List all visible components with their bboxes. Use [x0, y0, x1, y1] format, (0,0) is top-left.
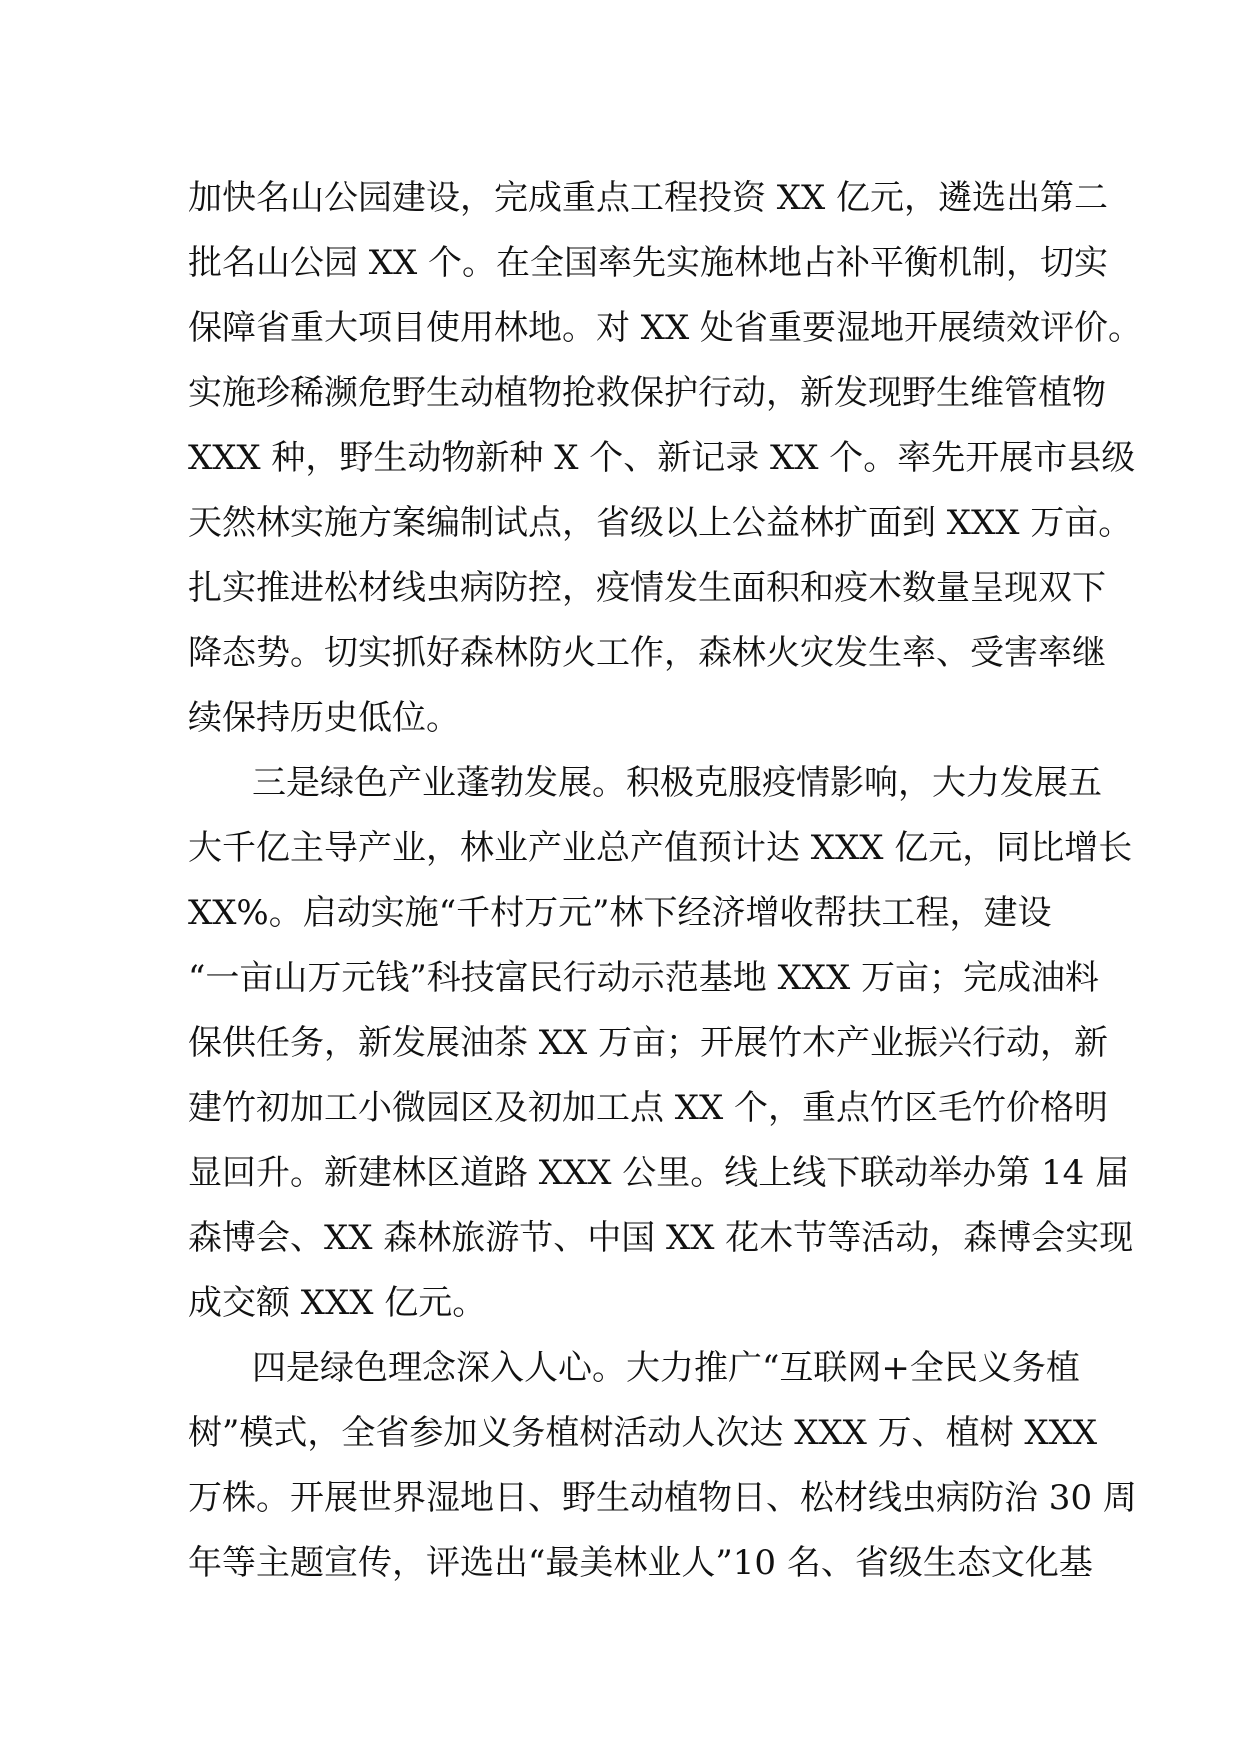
paragraph-forest-protection	[188, 166, 1143, 751]
text-line: “一亩山万元钱”科技富民行动示范基地 XXX 万亩；完成油料	[188, 958, 1099, 998]
document-body	[188, 166, 1143, 1596]
text-line: 四是绿色理念深入人心。大力推广“互联网+全民义务植	[252, 1348, 1080, 1388]
paragraph-green-industry	[188, 751, 1134, 1336]
text-line: 扎实推进松材线虫病防控，疫情发生面积和疫木数量呈现双下	[188, 568, 1106, 608]
text-line: 保供任务，新发展油茶 XX 万亩；开展竹木产业振兴行动，新	[188, 1023, 1109, 1063]
text-line: 建竹初加工小微园区及初加工点 XX 个，重点竹区毛竹价格明	[188, 1088, 1109, 1128]
text-line: 年等主题宣传，评选出“最美林业人”10 名、省级生态文化基	[188, 1543, 1093, 1583]
text-line: XXX 种，野生动物新种 X 个、新记录 XX 个。率先开展市县级	[188, 438, 1136, 478]
text-line: 天然林实施方案编制试点，省级以上公益林扩面到 XXX 万亩。	[188, 503, 1133, 543]
text-line: 降态势。切实抓好森林防火工作，森林火灾发生率、受害率继	[188, 633, 1106, 673]
text-line: XX%。启动实施“千村万元”林下经济增收帮扶工程，建设	[188, 893, 1052, 933]
text-line: 成交额 XXX 亿元。	[188, 1283, 487, 1323]
text-line: 万株。开展世界湿地日、野生动植物日、松材线虫病防治 30 周	[188, 1478, 1137, 1518]
text-line: 实施珍稀濒危野生动植物抢救保护行动，新发现野生维管植物	[188, 373, 1106, 413]
text-line: 三是绿色产业蓬勃发展。积极克服疫情影响，大力发展五	[252, 763, 1102, 803]
text-line: 批名山公园 XX 个。在全国率先实施林地占补平衡机制，切实	[188, 243, 1109, 283]
text-line: 保障省重大项目使用林地。对 XX 处省重要湿地开展绩效评价。	[188, 308, 1143, 348]
text-line: 树”模式，全省参加义务植树活动人次达 XXX 万、植树 XXX	[188, 1413, 1098, 1453]
text-line: 森博会、XX 森林旅游节、中国 XX 花木节等活动，森博会实现	[188, 1218, 1134, 1258]
text-line: 显回升。新建林区道路 XXX 公里。线上线下联动举办第 14 届	[188, 1153, 1130, 1193]
text-line: 大千亿主导产业，林业产业总产值预计达 XXX 亿元，同比增长	[188, 828, 1133, 868]
paragraph-green-concept	[188, 1336, 1137, 1596]
text-line: 加快名山公园建设，完成重点工程投资 XX 亿元，遴选出第二	[188, 178, 1109, 218]
text-line: 续保持历史低位。	[188, 698, 460, 738]
